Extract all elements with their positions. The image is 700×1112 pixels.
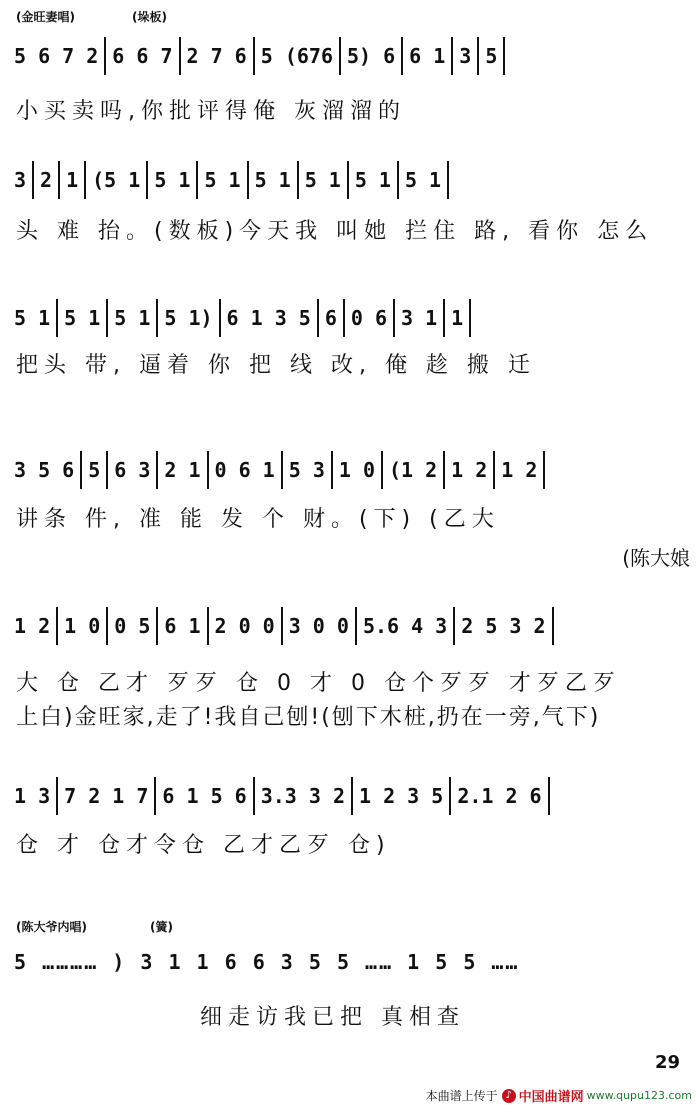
barline bbox=[219, 299, 221, 337]
spoken-line: 上白)金旺家,走了!我自己刨!(刨下木桩,扔在一旁,气下) bbox=[16, 705, 601, 730]
logo-text: 中国曲谱网 bbox=[518, 1090, 584, 1105]
measure: 1 2 bbox=[451, 458, 488, 482]
barline bbox=[355, 607, 357, 645]
notation-line bbox=[14, 606, 690, 646]
measure: 3 1 bbox=[401, 306, 438, 330]
barline bbox=[343, 299, 345, 337]
barline bbox=[493, 451, 495, 489]
measure: 1 bbox=[451, 306, 464, 330]
lyric-line: 小买卖吗,你批评得俺 灰溜溜的 bbox=[16, 99, 406, 124]
singer-annotation: (陈大爷内唱) bbox=[16, 920, 87, 934]
barline bbox=[156, 607, 158, 645]
barline bbox=[381, 451, 383, 489]
measure: 5.6 4 3 bbox=[362, 614, 448, 638]
measure: 1 2 bbox=[501, 458, 538, 482]
barline bbox=[247, 161, 249, 199]
page-number: 29 bbox=[654, 1052, 680, 1073]
barline bbox=[154, 777, 156, 815]
notation-line bbox=[14, 36, 690, 76]
measure: 5 1 bbox=[404, 168, 442, 192]
measure: (1 2 bbox=[388, 458, 438, 482]
barline bbox=[104, 37, 106, 75]
measure: 6 3 bbox=[114, 458, 151, 482]
measure: 5 bbox=[485, 44, 498, 68]
barline bbox=[331, 451, 333, 489]
barline bbox=[317, 299, 319, 337]
barline bbox=[56, 299, 58, 337]
barline bbox=[207, 451, 209, 489]
barline bbox=[548, 777, 550, 815]
measure: 3 bbox=[459, 44, 472, 68]
barline bbox=[447, 161, 449, 199]
logo-icon: ♪ bbox=[502, 1089, 516, 1103]
measure: 3 bbox=[14, 168, 27, 192]
measure: 5 1 bbox=[204, 168, 241, 192]
measure: 5 3 bbox=[288, 458, 325, 482]
measure: 0 5 bbox=[114, 614, 151, 638]
barline bbox=[552, 607, 554, 645]
cue-text: (陈大娘 bbox=[622, 546, 690, 570]
measure: 5 6 7 2 bbox=[14, 44, 99, 68]
footer bbox=[426, 1086, 692, 1105]
barline bbox=[179, 37, 181, 75]
barline bbox=[477, 37, 479, 75]
measure: (5 1 bbox=[92, 168, 141, 192]
measure: 5 1 bbox=[354, 168, 391, 192]
measure: 6 6 7 bbox=[112, 44, 173, 68]
measure: 5 bbox=[88, 458, 101, 482]
barline bbox=[196, 161, 198, 199]
barline bbox=[106, 451, 108, 489]
lyric-line: 头 难 抬。(数板)今天我 叫她 拦住 路, 看你 怎么 bbox=[16, 219, 654, 244]
measure: 5 1 bbox=[64, 306, 101, 330]
barline bbox=[84, 161, 86, 199]
footer-text: 本曲谱上传于 bbox=[425, 1089, 498, 1103]
barline bbox=[281, 451, 283, 489]
barline bbox=[443, 451, 445, 489]
barline bbox=[253, 777, 255, 815]
measure: 6 1 bbox=[164, 614, 201, 638]
measure: 0 6 bbox=[350, 306, 388, 330]
logo-url: www.qupu123.com bbox=[586, 1089, 692, 1102]
meter-annotation: (垛板) bbox=[132, 10, 167, 24]
lyric-line: 大 仓 乙才 歹歹 仓 0 才 0 仓个歹歹 才歹乙歹 bbox=[16, 671, 621, 696]
measure: 2.1 2 6 bbox=[457, 784, 542, 808]
measure: 5 1 bbox=[304, 168, 341, 192]
singer-annotation: (金旺妻唱) bbox=[16, 10, 75, 24]
barline bbox=[56, 607, 58, 645]
measure: 6 bbox=[324, 306, 337, 330]
barline bbox=[146, 161, 148, 199]
barline bbox=[469, 299, 471, 337]
measure: 0 6 1 bbox=[214, 458, 275, 482]
barline bbox=[106, 299, 108, 337]
measure: 5 1) bbox=[164, 306, 213, 330]
meter-annotation: (簧) bbox=[150, 920, 173, 934]
measure: 1 0 bbox=[338, 458, 375, 482]
measure: 3.3 3 2 bbox=[260, 784, 346, 808]
measure: 5 (676 bbox=[260, 44, 333, 68]
measure: 2 0 0 bbox=[214, 614, 275, 638]
barline bbox=[351, 777, 353, 815]
measure: 1 3 bbox=[14, 784, 51, 808]
barline bbox=[56, 777, 58, 815]
measure: 6 1 3 5 bbox=[226, 306, 311, 330]
barline bbox=[451, 37, 453, 75]
barline bbox=[503, 37, 505, 75]
barline bbox=[393, 299, 395, 337]
barline bbox=[156, 299, 158, 337]
measure: 6 1 5 6 bbox=[162, 784, 247, 808]
notation-line bbox=[14, 160, 690, 200]
barline bbox=[449, 777, 451, 815]
measure: 3 5 6 bbox=[14, 458, 75, 482]
notation-line bbox=[14, 776, 690, 816]
lyric-line: 讲条 件, 准 能 发 个 财。(下) (乙大 bbox=[16, 507, 500, 532]
measure: 2 7 6 bbox=[186, 44, 247, 68]
measure: 5 1 bbox=[154, 168, 191, 192]
barline bbox=[297, 161, 299, 199]
barline bbox=[106, 607, 108, 645]
lyric-line: 把头 带, 逼着 你 把 线 改, 俺 趁 搬 迁 bbox=[16, 353, 536, 378]
measure: 5 ………… ) 3 1 1 6 6 3 5 5 …… 1 5 5 …… bbox=[14, 950, 520, 974]
barline bbox=[156, 451, 158, 489]
barline bbox=[281, 607, 283, 645]
barline bbox=[32, 161, 34, 199]
barline bbox=[401, 37, 403, 75]
barline bbox=[443, 299, 445, 337]
site-logo[interactable] bbox=[502, 1086, 692, 1105]
barline bbox=[253, 37, 255, 75]
measure: 1 bbox=[66, 168, 79, 192]
measure: 2 1 bbox=[164, 458, 201, 482]
barline bbox=[453, 607, 455, 645]
barline bbox=[543, 451, 545, 489]
measure: 5 1 bbox=[114, 306, 151, 330]
measure: 5) 6 bbox=[346, 44, 396, 68]
measure: 3 0 0 bbox=[288, 614, 349, 638]
barline bbox=[207, 607, 209, 645]
barline bbox=[347, 161, 349, 199]
measure: 5 1 bbox=[14, 306, 51, 330]
measure: 1 0 bbox=[64, 614, 101, 638]
lyric-line: 仓 才 仓才令仓 乙才乙歹 仓) bbox=[16, 833, 391, 858]
lyric-line: 细走访我已把 真相查 bbox=[200, 1005, 465, 1030]
notation-line bbox=[14, 942, 690, 982]
measure: 1 2 3 5 bbox=[359, 784, 444, 808]
measure: 7 2 1 7 bbox=[64, 784, 149, 808]
measure: 6 1 bbox=[409, 44, 446, 68]
barline bbox=[58, 161, 60, 199]
barline bbox=[397, 161, 399, 199]
barline bbox=[339, 37, 341, 75]
measure: 2 5 3 2 bbox=[461, 614, 546, 638]
notation-line bbox=[14, 450, 690, 490]
notation-line bbox=[14, 298, 690, 338]
measure: 2 bbox=[40, 168, 53, 192]
measure: 1 2 bbox=[14, 614, 51, 638]
barline bbox=[80, 451, 82, 489]
measure: 5 1 bbox=[254, 168, 291, 192]
